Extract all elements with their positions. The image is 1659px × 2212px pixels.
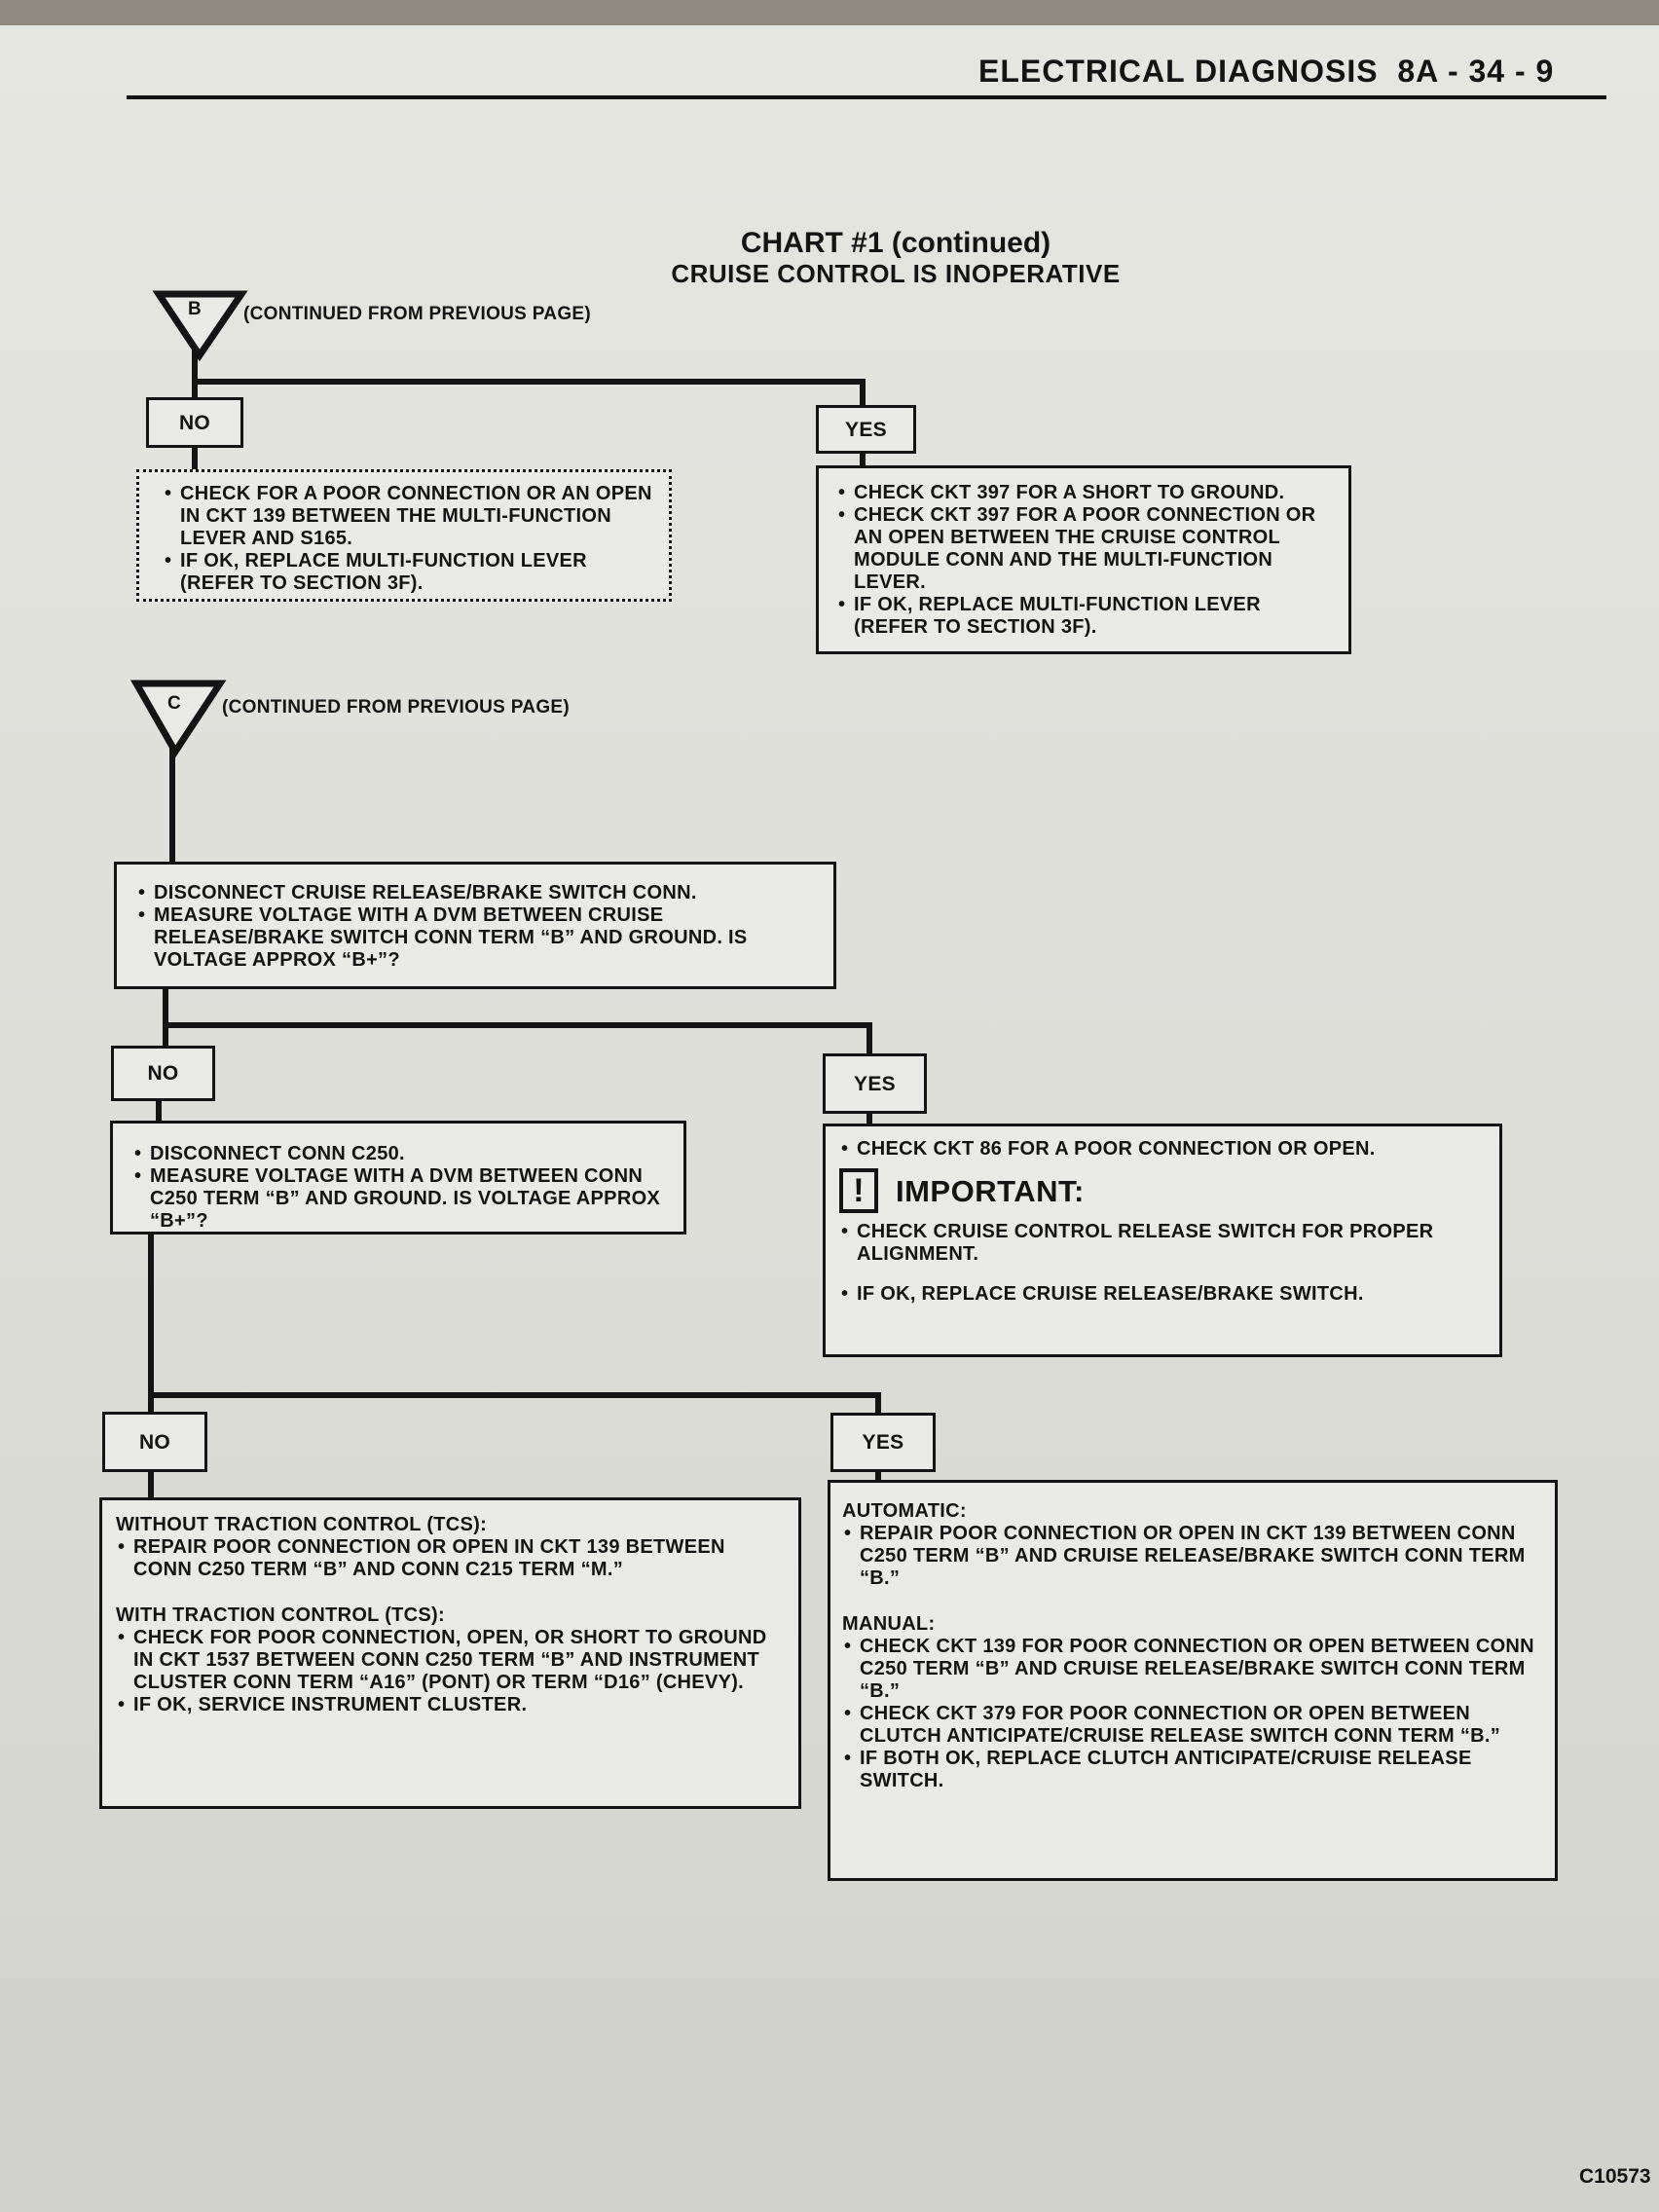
c-step2-yes-box: [828, 1480, 1558, 1881]
chart-title: CHART #1 (continued): [740, 227, 1051, 259]
header-title: ELECTRICAL DIAGNOSIS: [978, 54, 1379, 89]
b-no-item-2: • IF OK, REPLACE MULTI-FUNCTION LEVER (REFER TO SECTION 3F).: [163, 550, 657, 595]
c-step1-yes-item-3: • IF OK, REPLACE CRUISE RELEASE/BRAKE SWITCH.: [839, 1283, 1488, 1306]
b-yes-item-3: • IF OK, REPLACE MULTI-FUNCTION LEVER (REFER TO SECTION 3F).: [836, 594, 1339, 639]
manual-heading: MANUAL:: [842, 1613, 936, 1635]
c-step2-no-label: NO: [102, 1412, 207, 1472]
c-step2-yes-label: YES: [830, 1413, 936, 1472]
connector-b-text: (CONTINUED FROM PREVIOUS PAGE): [243, 304, 591, 324]
connector-c-letter: C: [167, 693, 182, 714]
b-yes-label: YES: [816, 405, 916, 454]
header-page-number: 8A - 34 - 9: [1397, 54, 1555, 89]
important-notice: [839, 1168, 1488, 1213]
c-step2-box: [110, 1121, 686, 1235]
with-tcs-heading: WITH TRACTION CONTROL (TCS):: [116, 1604, 445, 1626]
manual-item-2: • CHECK CKT 379 FOR POOR CONNECTION OR OPEN BETWEEN CLUTCH ANTICIPATE/CRUISE RELEASE SWITCH CONN TERM “B.”: [842, 1703, 1545, 1748]
c-step1-yes-box: [823, 1124, 1502, 1357]
figure-code: C10573: [1579, 2165, 1651, 2188]
c-step2-item-2: • MEASURE VOLTAGE WITH A DVM BETWEEN CONN C250 TERM “B” AND GROUND. IS VOLTAGE APPROX “B+”?: [132, 1165, 674, 1233]
b-yes-item-1: • CHECK CKT 397 FOR A SHORT TO GROUND.: [836, 482, 1339, 504]
c-step1-yes-item-2: • CHECK CRUISE CONTROL RELEASE SWITCH FOR PROPER ALIGNMENT.: [839, 1221, 1488, 1266]
automatic-item-1: • REPAIR POOR CONNECTION OR OPEN IN CKT 139 BETWEEN CONN C250 TERM “B” AND CRUISE RELEASE/BRAKE SWITCH CONN TERM “B.”: [842, 1523, 1545, 1590]
connector-b-letter: B: [188, 299, 203, 319]
with-tcs-item-2: • IF OK, SERVICE INSTRUMENT CLUSTER.: [116, 1694, 789, 1716]
important-heading: IMPORTANT:: [896, 1173, 1085, 1208]
connector-c-text: (CONTINUED FROM PREVIOUS PAGE): [222, 697, 570, 718]
exclamation-icon: !: [839, 1168, 878, 1213]
b-no-item-1: • CHECK FOR A POOR CONNECTION OR AN OPEN IN CKT 139 BETWEEN THE MULTI-FUNCTION LEVER AND S165.: [163, 483, 657, 550]
no-tcs-heading: WITHOUT TRACTION CONTROL (TCS):: [116, 1514, 488, 1535]
c-step1-item-1: • DISCONNECT CRUISE RELEASE/BRAKE SWITCH CONN.: [136, 882, 824, 904]
b-no-action-box: [136, 469, 672, 602]
c-step1-item-2: • MEASURE VOLTAGE WITH A DVM BETWEEN CRUISE RELEASE/BRAKE SWITCH CONN TERM “B” AND GROUND. IS VOLTAGE APPROX “B+”?: [136, 904, 824, 972]
c-step1-no-label: NO: [111, 1046, 215, 1101]
b-yes-action-box: [816, 465, 1351, 654]
c-step1-yes-item-1: • CHECK CKT 86 FOR A POOR CONNECTION OR OPEN.: [839, 1138, 1488, 1161]
chart-subtitle: CRUISE CONTROL IS INOPERATIVE: [671, 259, 1121, 288]
c-step2-no-box: [99, 1497, 801, 1809]
manual-item-3: • IF BOTH OK, REPLACE CLUTCH ANTICIPATE/CRUISE RELEASE SWITCH.: [842, 1748, 1545, 1792]
no-tcs-item-1: • REPAIR POOR CONNECTION OR OPEN IN CKT 139 BETWEEN CONN C250 TERM “B” AND CONN C215 TERM “M.”: [116, 1536, 789, 1581]
b-yes-item-2: • CHECK CKT 397 FOR A POOR CONNECTION OR AN OPEN BETWEEN THE CRUISE CONTROL MODULE CONN AND THE MULTI-FUNCTION LEVER.: [836, 504, 1339, 594]
automatic-heading: AUTOMATIC:: [842, 1500, 967, 1522]
c-step1-box: [114, 862, 836, 989]
c-step2-item-1: • DISCONNECT CONN C250.: [132, 1143, 674, 1165]
b-no-label: NO: [146, 397, 243, 448]
with-tcs-item-1: • CHECK FOR POOR CONNECTION, OPEN, OR SHORT TO GROUND IN CKT 1537 BETWEEN CONN C250 TERM “B” AND INSTRUMENT CLUSTER CONN TERM “A16” (PONT) OR TERM “D16” (CHEVY).: [116, 1627, 789, 1694]
manual-item-1: • CHECK CKT 139 FOR POOR CONNECTION OR OPEN BETWEEN CONN C250 TERM “B” AND CRUISE RELEASE/BRAKE SWITCH CONN TERM “B.”: [842, 1636, 1545, 1703]
c-step1-yes-label: YES: [823, 1053, 927, 1114]
